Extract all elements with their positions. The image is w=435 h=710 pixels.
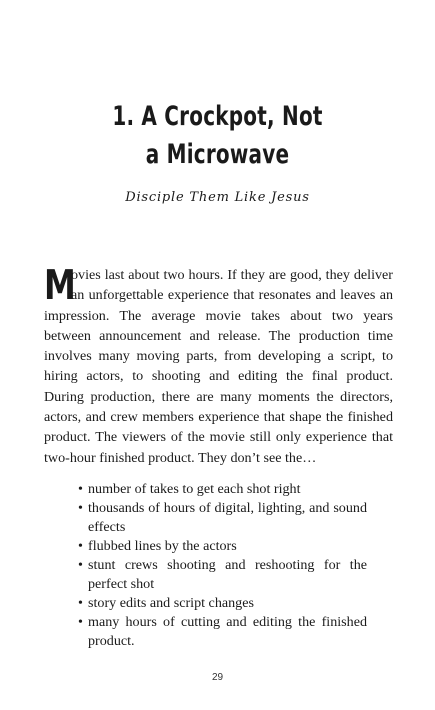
chapter-title-line-1: 1. A Crockpot, Not (112, 101, 323, 132)
body-paragraph-text: ovies last about two hours. If they are good, they deliver an unforgettable experience that resonates and leaves an impression. The average movie takes about two years between announcement and release. The production time involves many moving parts, from developing a script, to hiring actors, to shooting and editing the final product. During production, there are many moments the directors, actors, and crew members experience that shape the finished product. The viewers of the movie still only experience that two-hour finished product. They don’t see the… (44, 267, 393, 466)
list-item: • thousands of hours of digital, lighting, and sound effects (78, 499, 367, 537)
chapter-title-line-2: a Microwave (145, 139, 290, 170)
drop-cap: M (44, 261, 76, 309)
body-paragraph (44, 261, 393, 468)
chapter-title (57, 98, 379, 174)
list-item: • stunt crews shooting and reshooting for the perfect shot (78, 556, 367, 594)
list-item: • flubbed lines by the actors (78, 537, 367, 556)
bullet-list (78, 480, 367, 651)
list-item: • story edits and script changes (78, 594, 367, 613)
list-item: • many hours of cutting and editing the finished product. (78, 613, 367, 651)
page-number: 29 (211, 672, 224, 683)
list-item: • number of takes to get each shot right (78, 480, 367, 499)
chapter-subtitle: Disciple Them Like Jesus (125, 190, 310, 205)
